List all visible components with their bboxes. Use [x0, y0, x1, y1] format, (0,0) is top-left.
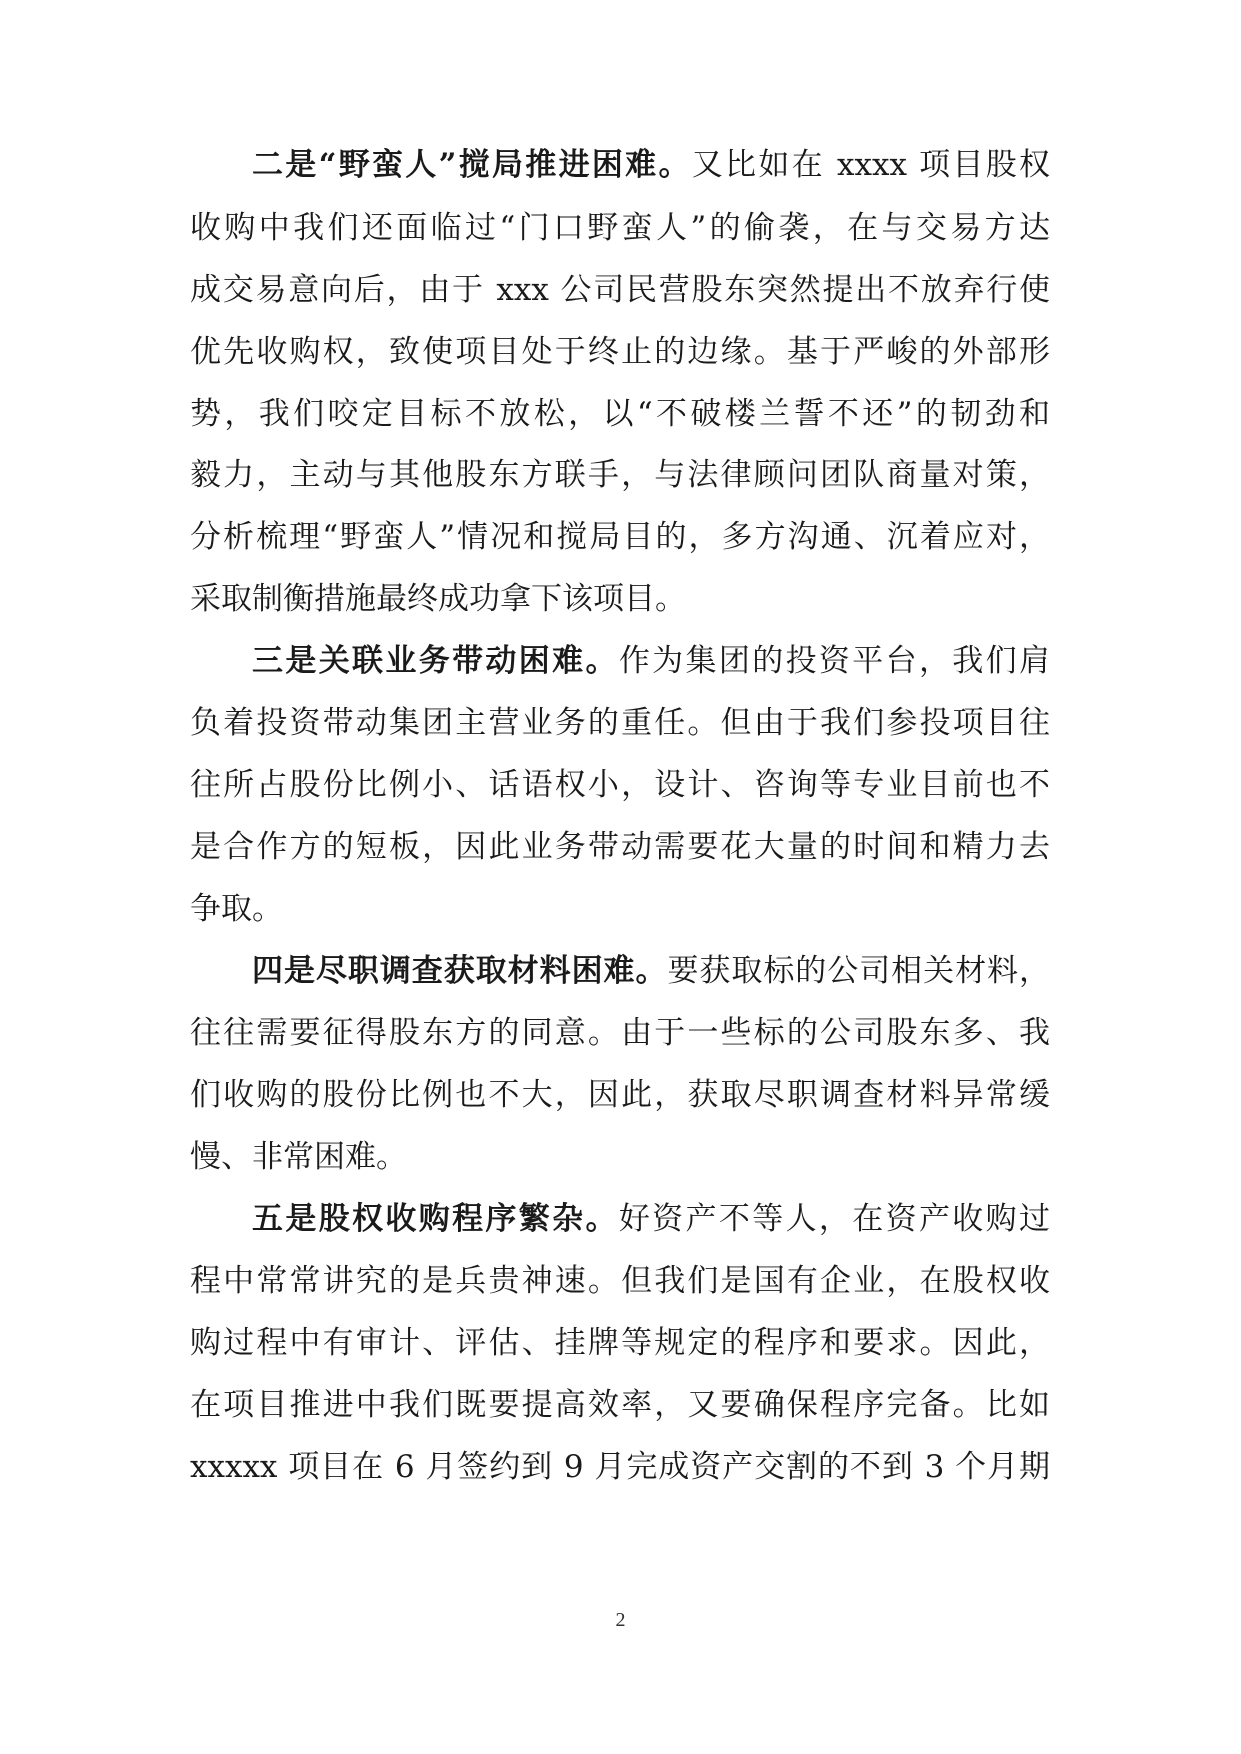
paragraph-4-text: 好资产不等人，在资产收购过 — [618, 1201, 1051, 1237]
paragraph-1-heading: 二是“野蛮人”搅局推进困难。 — [252, 147, 692, 183]
paragraph-2-text: 作为集团的投资平台，我们肩 — [618, 643, 1051, 679]
paragraph-4-line-4: 在项目推进中我们既要提高效率，又要确保程序完备。比如 — [190, 1387, 1050, 1423]
paragraph-2-line-2: 负着投资带动集团主营业务的重任。但由于我们参投项目往 — [190, 705, 1050, 741]
paragraph-4-line-2: 程中常常讲究的是兵贵神速。但我们是国有企业，在股权收 — [190, 1263, 1050, 1299]
paragraph-2-line-4: 是合作方的短板，因此业务带动需要花大量的时间和精力去 — [190, 829, 1050, 865]
paragraph-1-line-3: 成交易意向后，由于 xxx 公司民营股东突然提出不放弃行使 — [190, 272, 1050, 308]
paragraph-1-line-5: 势，我们咬定目标不放松，以“不破楼兰誓不还”的韧劲和 — [190, 396, 1050, 432]
paragraph-1-line-1 — [252, 145, 1050, 185]
paragraph-4-heading: 五是股权收购程序繁杂。 — [252, 1201, 619, 1237]
paragraph-3-heading: 四是尽职调查获取材料困难。 — [252, 953, 668, 989]
paragraph-2-line-3: 往所占股份比例小、话语权小，设计、咨询等专业目前也不 — [190, 767, 1050, 803]
paragraph-4-line-5: xxxxx 项目在 6 月签约到 9 月完成资产交割的不到 3 个月期 — [190, 1449, 1050, 1485]
paragraph-1-line-7: 分析梳理“野蛮人”情况和搅局目的，多方沟通、沉着应对， — [190, 519, 1050, 555]
paragraph-3-line-1 — [252, 951, 1050, 991]
paragraph-2-line-1 — [252, 641, 1050, 681]
paragraph-1-line-8: 采取制衡措施最终成功拿下该项目。 — [190, 581, 686, 617]
paragraph-1-line-6: 毅力，主动与其他股东方联手，与法律顾问团队商量对策， — [190, 457, 1050, 493]
paragraph-3-text: 要获取标的公司相关材料， — [667, 953, 1051, 989]
paragraph-3-line-4: 慢、非常困难。 — [190, 1139, 407, 1175]
paragraph-1-text: 又比如在 xxxx 项目股权 — [691, 147, 1050, 183]
paragraph-4-line-1 — [252, 1199, 1050, 1239]
paragraph-2-heading: 三是关联业务带动困难。 — [252, 643, 619, 679]
paragraph-4-line-3: 购过程中有审计、评估、挂牌等规定的程序和要求。因此， — [190, 1325, 1050, 1361]
page-number: 2 — [615, 1609, 626, 1631]
paragraph-2-line-5: 争取。 — [190, 891, 283, 927]
paragraph-1-line-4: 优先收购权，致使项目处于终止的边缘。基于严峻的外部形 — [190, 334, 1050, 370]
paragraph-3-line-2: 往往需要征得股东方的同意。由于一些标的公司股东多、我 — [190, 1015, 1050, 1051]
paragraph-1-line-2: 收购中我们还面临过“门口野蛮人”的偷袭，在与交易方达 — [190, 210, 1050, 246]
paragraph-3-line-3: 们收购的股份比例也不大，因此，获取尽职调查材料异常缓 — [190, 1077, 1050, 1113]
